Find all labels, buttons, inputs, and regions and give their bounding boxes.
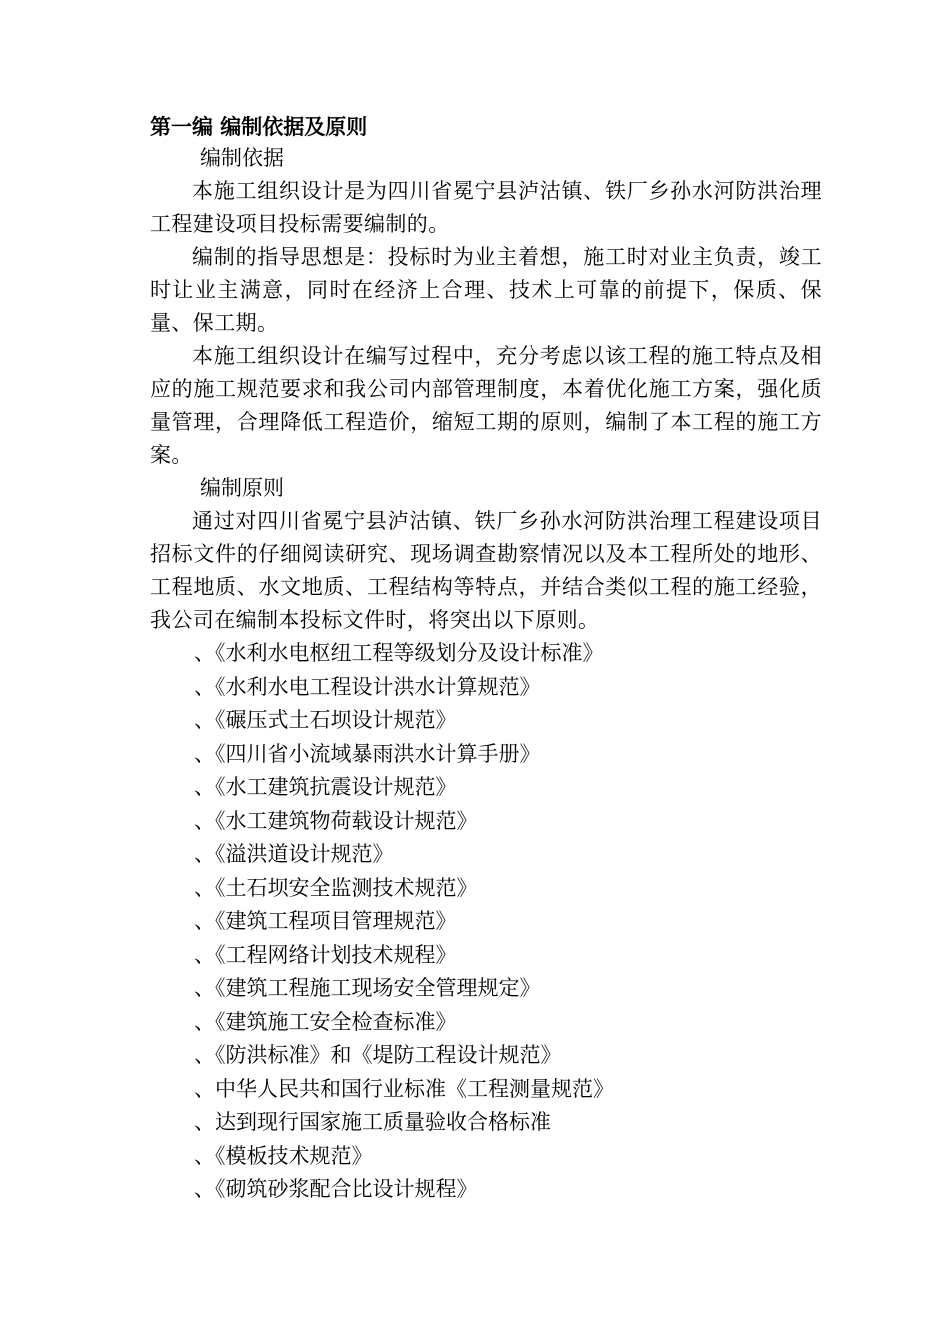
list-item: 、《土石坝安全监测技术规范》	[194, 875, 478, 900]
list-item: 、《防洪标准》和《堤防工程设计规范》	[194, 1043, 562, 1067]
list-item: 、《碾压式土石坝设计规范》	[194, 708, 457, 732]
list-item: 、达到现行国家施工质量验收合格标准	[194, 1110, 551, 1134]
paragraph: 编制的指导思想是：投标时为业主着想，施工时对业主负责，竣工时让业主满意，同时在经济上合理、技术上可靠的前提下，保质、保量、保工期。	[150, 245, 822, 335]
list-item: 、《工程网络计划技术规程》	[194, 942, 457, 967]
list-item: 、《建筑工程项目管理规范》	[194, 909, 457, 933]
section-title-basis: 编制依据	[200, 146, 284, 170]
document-body	[150, 112, 822, 1207]
paragraph: 本施工组织设计是为四川省冕宁县泸沽镇、铁厂乡孙水河防洪治理工程建设项目投标需要编制的。	[150, 179, 822, 236]
list-item: 、《四川省小流域暴雨洪水计算手册》	[194, 741, 541, 766]
list-item: 、《建筑施工安全检查标准》	[194, 1009, 457, 1034]
list-item: 、《水工建筑物荷载设计规范》	[194, 808, 478, 833]
section-title-principles: 编制原则	[200, 476, 284, 500]
chapter-title: 第一编 编制依据及原则	[150, 115, 368, 139]
list-item: 、《水利水电枢纽工程等级划分及设计标准》	[194, 641, 604, 665]
list-item: 、《溢洪道设计规范》	[194, 842, 394, 866]
paragraph: 通过对四川省冕宁县泸沽镇、铁厂乡孙水河防洪治理工程建设项目招标文件的仔细阅读研究、现场调查勘察情况以及本工程所处的地形、工程地质、水文地质、工程结构等特点，并结合类似工程的施工经验，我公司在编制本投标文件时，将突出以下原则。	[150, 509, 822, 632]
list-item: 、《建筑工程施工现场安全管理规定》	[194, 976, 541, 1000]
list-item: 、《模板技术规范》	[194, 1143, 373, 1168]
paragraph: 本施工组织设计在编写过程中，充分考虑以该工程的施工特点及相应的施工规范要求和我公司内部管理制度，本着优化施工方案，强化质量管理，合理降低工程造价，缩短工期的原则，编制了本工程的施工方案。	[150, 344, 822, 467]
list-item: 、《水利水电工程设计洪水计算规范》	[194, 674, 541, 699]
list-item: 、《砌筑砂浆配合比设计规程》	[194, 1177, 478, 1201]
list-item: 、《水工建筑抗震设计规范》	[194, 775, 457, 799]
standards-list	[150, 637, 822, 1207]
list-item: 、中华人民共和国行业标准《工程测量规范》	[194, 1076, 614, 1101]
